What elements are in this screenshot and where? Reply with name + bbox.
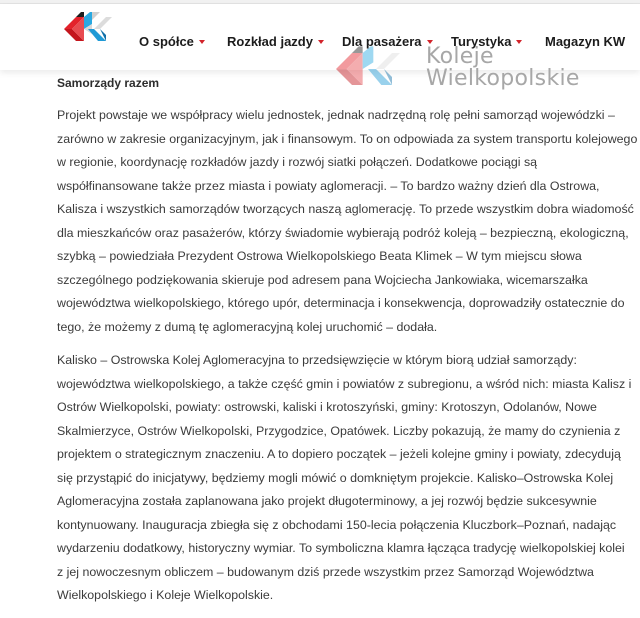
nav-label: O spółce (139, 34, 194, 49)
article-paragraph-2 (57, 349, 632, 608)
text-line: Kalisko – Ostrowska Kolej Aglomeracyjna to przedsięwzięcie w którym biorą udział samorządy: (57, 353, 577, 367)
text-line: projektem o strategicznym znaczeniu. A to dopiero początek – jeżeli kolejne gminy i powiaty, zdecydują (57, 447, 621, 461)
text-line: się przystąpić do inicjatywy, będziemy mogli mówić o domkniętym projekcie. Kalisko–Ostrowska Kolej (57, 470, 614, 485)
text-line: Wielkopolskiego i Koleje Wielkopolskie. (57, 588, 274, 602)
caret-down-icon (516, 40, 522, 44)
caret-down-icon (427, 40, 433, 44)
text-line: współfinansowane także przez miasta i powiaty aglomeracji. – To bardzo ważny dzień dla Ostrowa, (57, 178, 600, 193)
text-line: dla mieszkańców oraz pasażerów, którzy świadomie wybierają podróż koleją – bezpieczną, ekologiczną, (57, 225, 629, 240)
brand-name-line1: Koleje (426, 44, 494, 69)
text-line: szczególnego podziękowania skieruje pod adresem pana Wojciecha Jankowiaka, wicemarszałka (57, 272, 588, 287)
text-line: Kalisza i wszystkich samorządów tworzących naszą aglomerację. To przede wszystkim dobra wiadomość (57, 202, 634, 216)
caret-down-icon (318, 40, 324, 44)
nav-label: Turystyka (451, 34, 512, 49)
text-line: szybką – powiedziała Prezydent Ostrowa Wielkopolskiego Beata Klimek – W tym miejscu słowa (57, 249, 582, 263)
section-title: Samorządy razem (57, 76, 160, 90)
article-content (57, 66, 638, 618)
text-line: tego, że możemy z dumą tę aglomeracyjną kolej uruchomić – dodała. (57, 319, 438, 334)
nav-label: Magazyn KW (545, 34, 626, 49)
text-line: województwa wielkopolskiego, a także część gmin i powiatów z subregionu, a wśród nich: miasta Kalisz i (57, 376, 632, 391)
text-line: Projekt powstaje we współpracy wielu jednostek, jednak nadrzędną rolę pełni samorząd wojewódzki – (57, 108, 615, 122)
text-line: Aglomeracyjna została zaplanowana jako projekt długoterminowy, a jej rozwój będzie sukcesywnie (57, 494, 597, 508)
text-line: w regionie, koordynację rozkładów jazdy i rozwój siatki połączeń. Dodatkowe pociągi są (57, 155, 538, 169)
brand-name-line2: Wielkopolskie (426, 66, 580, 91)
nav-item-o-spolce[interactable] (139, 34, 205, 49)
text-line: Ostrów Wielkopolski, powiaty: ostrowski, kaliski i krotoszyński, gminy: Krotoszyn, Odolanów, Nowe (57, 400, 597, 414)
text-line: Skalmierzyce, Ostrów Wielkopolski, Przygodzice, Opatówek. Liczby pokazują, że mamy do czynienia z (57, 423, 621, 438)
text-line: z jej nowoczesnym obliczem – budowanym dziś przede wszystkim przez Samorząd Województwa (57, 564, 594, 579)
caret-down-icon (199, 40, 205, 44)
text-line: wydarzeniu dodatkowy, historyczny wymiar. To symboliczna klamra łącząca tradycję wielkopolskiej kolei (57, 541, 625, 555)
nav-label: Dla pasażera (342, 34, 422, 49)
text-line: kontynuowany. Inauguracja zbiegła się z obchodami 150-lecia połączenia Kluczbork–Poznań, nadając (57, 517, 617, 532)
nav-label: Rozkład jazdy (227, 34, 313, 49)
text-line: województwa wielkopolskiego, którego upór, determinacja i konsekwencja, doprowadziły ostatecznie do (57, 296, 625, 310)
article-paragraph-1 (57, 104, 638, 339)
text-line: zarówno w zakresie organizacyjnym, jak i finansowym. To on odpowiada za system transportu kolejowego (57, 131, 638, 146)
nav-item-rozklad-jazdy[interactable] (227, 34, 324, 49)
